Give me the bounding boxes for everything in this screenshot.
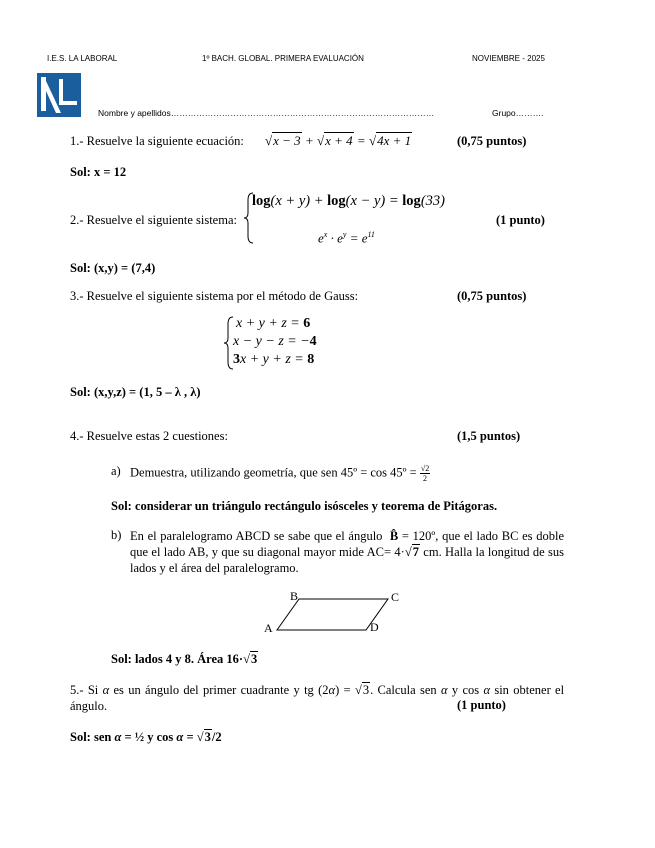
q1-sol-label: Sol: (70, 165, 91, 179)
school-logo (37, 73, 81, 117)
q2-points: (1 punto) (496, 213, 545, 227)
q2-solution (70, 261, 155, 276)
q4a-fraction: $\frac{√2}{2}$ (420, 464, 430, 483)
q2-sol-label: Sol: (70, 261, 91, 275)
q1-equation: √x − 3 + √x + 4 = √4x + 1 (265, 133, 412, 148)
q4a-solution: Sol: considerar un triángulo rectángulo isósceles y teorema de Pitágoras. (111, 499, 498, 513)
q4b-angle-symbol: B̂ (389, 529, 399, 543)
vertex-b: B (290, 589, 299, 603)
vertex-d: D (370, 620, 379, 634)
q4b-text-2: = 120º, que el lado BC es doble que el lado AB, y que su diagonal mayor mide AC= 4· (130, 529, 565, 559)
q2-equation-2: $e^x \cdot e^y = e^{11}$ (318, 230, 375, 246)
header-school: I.E.S. LA LABORAL (47, 54, 118, 63)
q4-points: (1,5 puntos) (457, 429, 521, 443)
q4b-text-3: cm. Halla la longitud de sus lados y el área del paralelogramo. (130, 545, 564, 575)
name-label: Nombre y apellidos (98, 108, 171, 118)
q4b-text: En el paralelogramo ABCD se sabe que el ángulo B̂ = 120º, que el lado BC es doble que el lado AB, y que su diagonal mayor mide AC= 4·√7 cm. Halla la longitud de sus lados y el área del paralelogramo. (130, 529, 565, 575)
q3-equation-3: 3x + y + z = 8 (233, 352, 315, 367)
q2-text: 2.- Resuelve el siguiente sistema: (70, 213, 237, 227)
parallelogram-figure (262, 589, 407, 637)
student-name-line (98, 108, 434, 118)
q3-points: (0,75 puntos) (457, 289, 527, 303)
name-dots: ………………………………………………………………………………… (170, 108, 435, 118)
q4b-text-1: En el paralelogramo ABCD se sabe que el ángulo (130, 529, 383, 543)
q3-equation-1: x + y + z = 6 (236, 316, 311, 331)
student-group-line (492, 108, 544, 118)
q3-sol-value: (x,y,z) = (1, 5 – λ , λ) (93, 385, 201, 399)
q5-solution: Sol: sen α = ½ y cos α = √3/2 (70, 730, 222, 744)
q1-solution (70, 165, 126, 180)
group-dots: ………. (515, 108, 544, 118)
q1-points: (0,75 puntos) (457, 134, 527, 148)
header-course: 1º BACH. GLOBAL. PRIMERA EVALUACIÓN (202, 54, 364, 63)
q4b-label: b) (111, 528, 122, 542)
header-date: NOVIEMBRE - 2025 (472, 54, 545, 63)
q2-sol-value: (x,y) = (7,4) (93, 261, 156, 275)
q3-solution (70, 385, 201, 400)
q4-text: 4.- Resuelve estas 2 cuestiones: (70, 429, 228, 443)
q4b-sol-text: Sol: lados 4 y 8. Área 16· (111, 652, 244, 666)
q2-equation-1: log(x + y) + log(x − y) = log(33) (252, 193, 445, 209)
q3-equation-2: x − y − z = −4 (233, 334, 317, 349)
vertex-c: C (391, 590, 400, 604)
group-label: Grupo (492, 108, 516, 118)
q1-sol-value: x = 12 (93, 165, 127, 179)
q1-text: 1.- Resuelve la siguiente ecuación: (70, 134, 244, 148)
q4a-label: a) (111, 464, 121, 478)
q3-text: 3.- Resuelve el siguiente sistema por el método de Gauss: (70, 289, 359, 303)
q3-sol-label: Sol: (70, 385, 91, 399)
q5-text: 5.- Si α es un ángulo del primer cuadrante y tg (2α) = √3. Calcula sen α y cos α sin obtener el ángulo. (70, 683, 565, 713)
q4a-statement: Demuestra, utilizando geometría, que sen 45º = cos 45º = (130, 465, 417, 480)
vertex-a: A (264, 621, 273, 635)
q5-points: (1 punto) (457, 698, 506, 712)
q4a-text (130, 464, 430, 483)
q4b-solution: Sol: lados 4 y 8. Área 16·√3 (111, 652, 258, 666)
